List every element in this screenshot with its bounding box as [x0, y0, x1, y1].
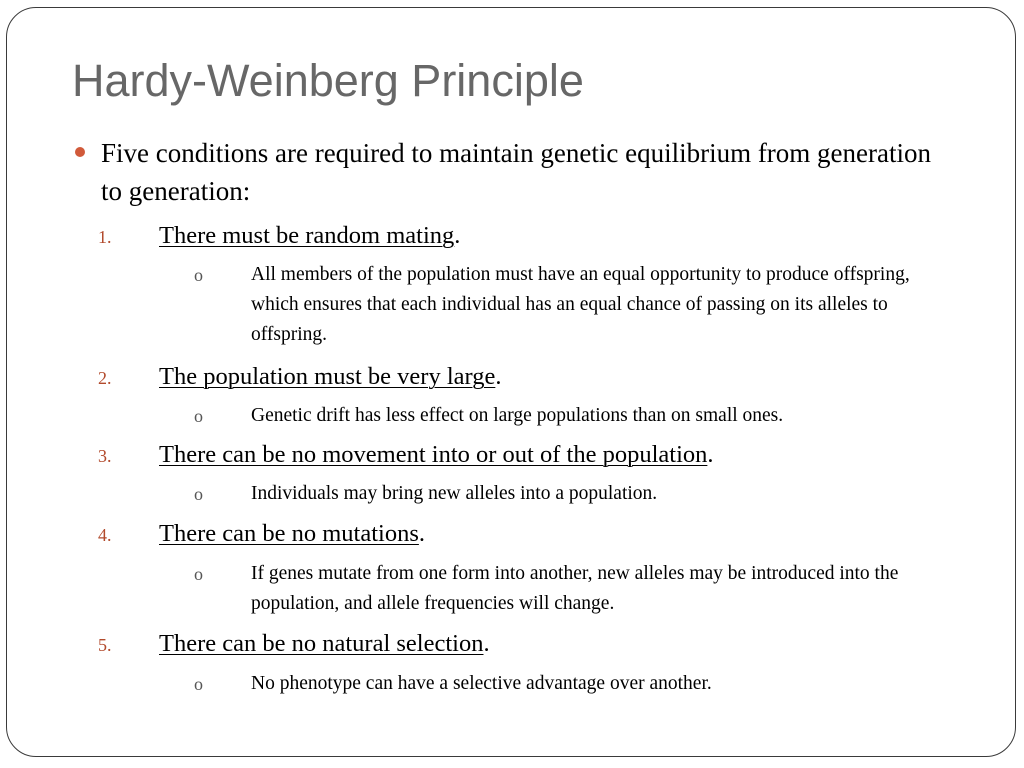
detail-text: No phenotype can have a selective advantage over another. — [251, 673, 712, 694]
condition-number: 4. — [98, 525, 112, 545]
slide-frame — [6, 7, 1016, 757]
condition-number: 5. — [98, 635, 112, 655]
condition-text: There must be random mating — [159, 222, 455, 249]
intro-text: Five conditions are required to maintain genetic equilibrium from generation to generation: — [101, 138, 931, 206]
condition-punct: . — [418, 520, 426, 547]
sub-bullet-icon: o — [194, 406, 203, 426]
condition-number: 2. — [98, 368, 112, 388]
condition-punct: . — [495, 363, 502, 390]
detail-text: Individuals may bring new alleles into a population. — [251, 483, 658, 504]
sub-bullet-icon: o — [194, 484, 203, 504]
detail-text: All members of the population must have an equal opportunity to produce offspring, which ensures that each individual has an equal chance of passing on its alleles to offspring. — [251, 264, 910, 345]
condition-punct: . — [483, 630, 490, 657]
condition-number: 1. — [98, 227, 112, 247]
condition-text: There can be no movement into or out of the population — [159, 441, 708, 468]
condition-number: 3. — [98, 446, 112, 466]
condition-text: There can be no mutations — [159, 520, 419, 547]
detail-text: Genetic drift has less effect on large populations than on small ones. — [251, 405, 784, 426]
sub-bullet-icon: o — [194, 265, 203, 285]
bullet-dot-icon — [75, 147, 85, 157]
condition-text: The population must be very large — [159, 363, 496, 390]
slide-title: Hardy-Weinberg Principle — [72, 55, 584, 106]
condition-punct: . — [454, 222, 461, 249]
sub-bullet-icon: o — [194, 674, 203, 694]
condition-text: There can be no natural selection — [159, 630, 484, 657]
detail-text: If genes mutate from one form into another, new alleles may be introduced into the population, and allele frequencies will change. — [251, 563, 899, 614]
sub-bullet-icon: o — [194, 564, 203, 584]
condition-punct: . — [707, 441, 714, 468]
